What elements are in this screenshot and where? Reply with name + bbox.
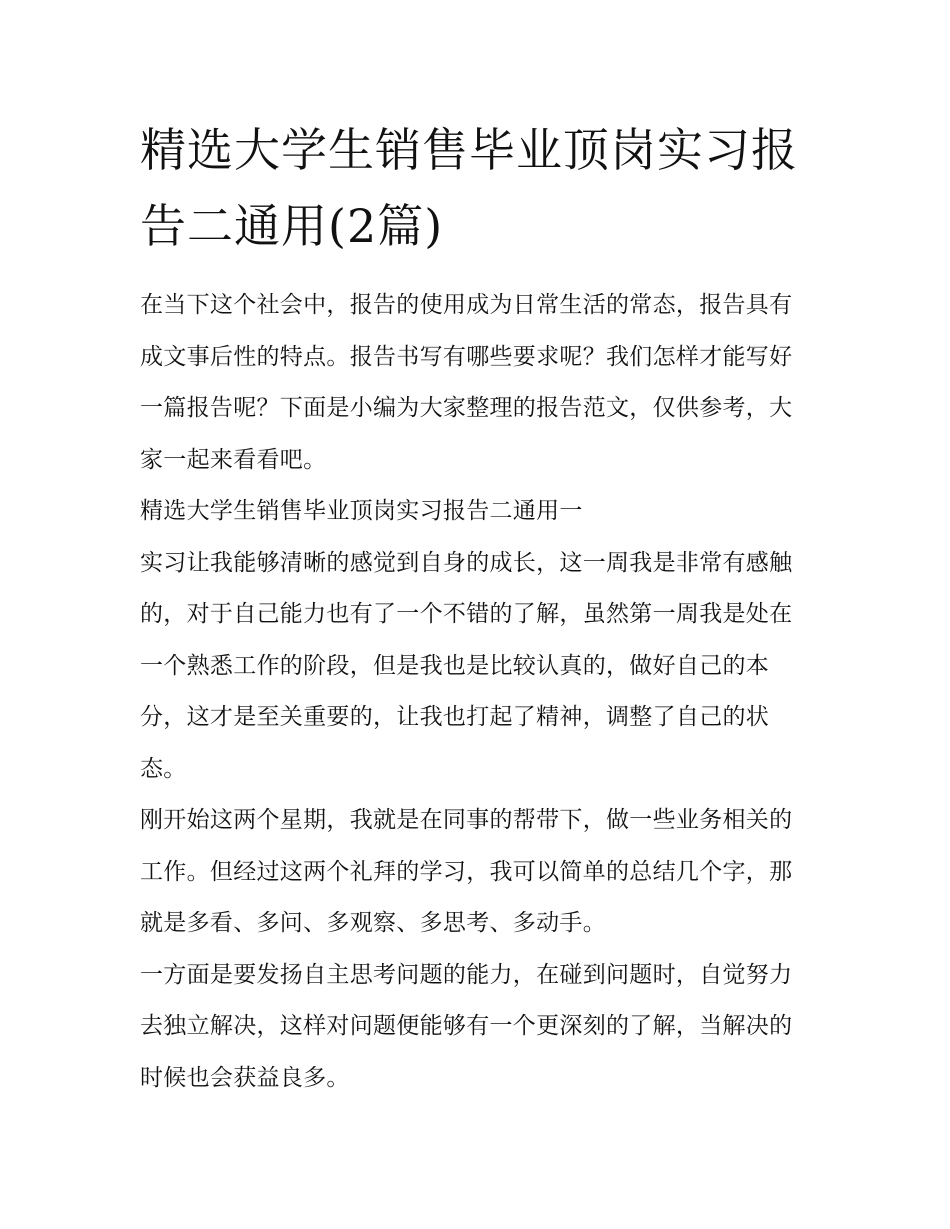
intro-paragraph: 在当下这个社会中，报告的使用成为日常生活的常态，报告具有成文事后性的特点。报告书写有哪些要求呢？我们怎样才能写好一篇报告呢？下面是小编为大家整理的报告范文，仅供参考，大家一起来看看吧。 bbox=[140, 292, 793, 473]
document-title: 精选大学生销售毕业顶岗实习报告二通用(2篇) bbox=[140, 123, 798, 253]
body-paragraph: 实习让我能够清晰的感觉到自身的成长，这一周我是非常有感触的，对于自己能力也有了一个不错的了解，虽然第一周我是处在一个熟悉工作的阶段，但是我也是比较认真的，做好自己的本分，这才是至关重要的，让我也打起了精神，调整了自己的状态。 bbox=[140, 549, 793, 782]
section-heading: 精选大学生销售毕业顶岗实习报告二通用一 bbox=[140, 498, 583, 524]
document-content bbox=[140, 112, 812, 1104]
document-body bbox=[140, 280, 812, 1104]
body-paragraph: 刚开始这两个星期，我就是在同事的帮带下，做一些业务相关的工作。但经过这两个礼拜的学习，我可以简单的总结几个字，那就是多看、多问、多观察、多思考、多动手。 bbox=[140, 807, 793, 936]
body-paragraph: 一方面是要发扬自主思考问题的能力，在碰到问题时，自觉努力去独立解决，这样对问题便能够有一个更深刻的了解，当解决的时候也会获益良多。 bbox=[140, 961, 793, 1091]
